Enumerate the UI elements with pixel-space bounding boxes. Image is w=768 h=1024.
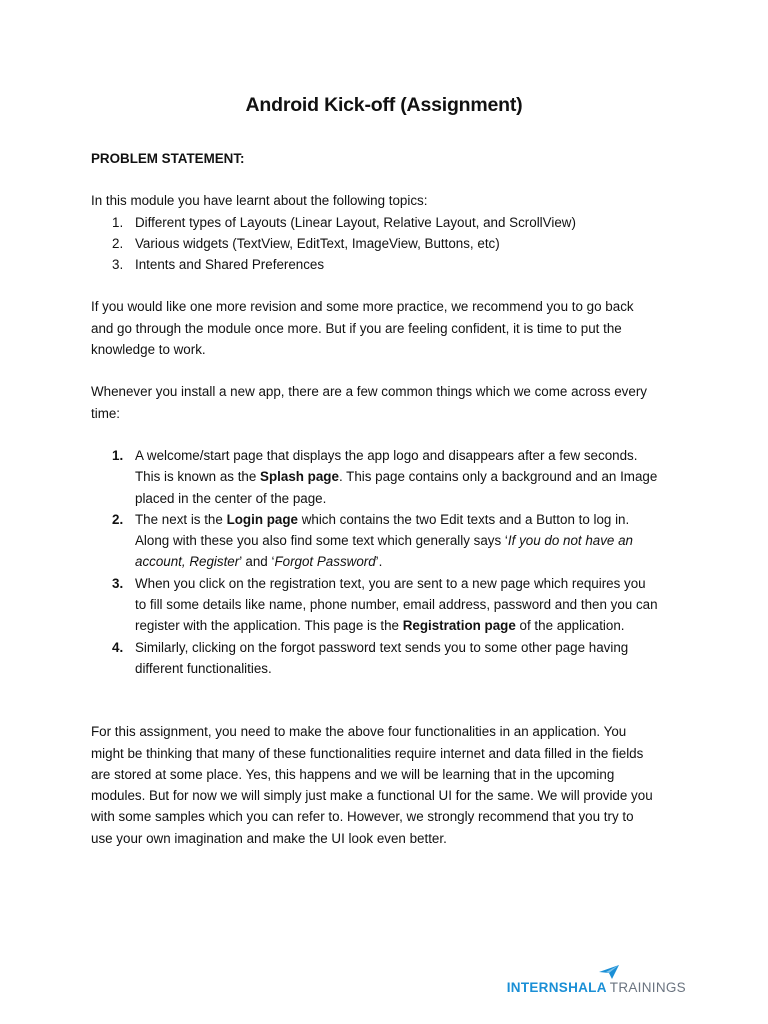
brand-name: INTERNSHALA bbox=[506, 980, 607, 995]
paragraph-line: knowledge to work. bbox=[91, 342, 206, 358]
revision-paragraph bbox=[91, 296, 681, 360]
list-number: 3. bbox=[112, 257, 124, 273]
paragraph-line: modules. But for now we will simply just make a functional UI for the same. We will provide you bbox=[91, 788, 653, 804]
paragraph-line: The next is the bbox=[135, 511, 227, 527]
paragraph-line: might be thinking that many of these functionalities require internet and data filled in the fields bbox=[91, 745, 644, 761]
paragraph-line: Similarly, clicking on the forgot password text sends you to some other page having bbox=[135, 639, 629, 655]
paragraph-line: which contains the two Edit texts and a Button to log in. bbox=[297, 511, 630, 527]
list-item-text: Different types of Layouts (Linear Layout, Relative Layout, and ScrollView) bbox=[135, 214, 576, 230]
paragraph-line: placed in the center of the page. bbox=[135, 490, 327, 506]
paragraph-line: When you click on the registration text, you are sent to a new page which requires you bbox=[135, 575, 646, 591]
brand-wordmark bbox=[507, 980, 686, 995]
problem-statement-heading: PROBLEM STATEMENT: bbox=[91, 151, 245, 166]
list-number: 1. bbox=[112, 214, 124, 230]
list-number: 3. bbox=[112, 575, 124, 591]
splash-page-term: Splash page bbox=[260, 469, 339, 485]
document-body bbox=[91, 148, 681, 849]
paragraph-line: Whenever you install a new app, there are a few common things which we come across every bbox=[91, 384, 647, 400]
paragraph-line: ’. bbox=[375, 554, 383, 570]
paragraph-line: and go through the module once more. But if you are feeling confident, it is time to put the bbox=[91, 320, 622, 336]
paragraph-line: to fill some details like name, phone number, email address, password and then you can bbox=[135, 597, 658, 613]
document-title: Android Kick-off (Assignment) bbox=[245, 94, 523, 116]
list-item bbox=[91, 509, 681, 573]
paragraph-line: with some samples which you can refer to. However, we strongly recommend that you try to bbox=[91, 809, 634, 825]
list-item-text: Various widgets (TextView, EditText, ImageView, Buttons, etc) bbox=[135, 235, 500, 251]
intro-paragraph: In this module you have learnt about the following topics: bbox=[91, 193, 428, 209]
topics-list bbox=[91, 212, 681, 276]
forgot-password-quote: Forgot Password bbox=[274, 554, 376, 570]
paragraph-line: If you would like one more revision and some more practice, we recommend you to go back bbox=[91, 299, 634, 315]
paragraph-line: use your own imagination and make the UI look even better. bbox=[91, 830, 447, 846]
install-paragraph bbox=[91, 381, 681, 424]
brand-suffix: TRAININGS bbox=[609, 980, 686, 995]
register-quote: account, Register bbox=[135, 554, 240, 570]
paragraph-line: register with the application. This page is the bbox=[135, 618, 403, 634]
paragraph-line: of the application. bbox=[515, 618, 625, 634]
registration-page-term: Registration page bbox=[402, 618, 516, 634]
register-quote: If you do not have an bbox=[507, 533, 633, 549]
paragraph-line: Along with these you also find some text which generally says ‘ bbox=[135, 533, 508, 549]
paragraph-line: . This page contains only a background and an Image bbox=[338, 469, 658, 485]
list-item-text: Intents and Shared Preferences bbox=[135, 257, 325, 273]
paragraph-line: A welcome/start page that displays the app logo and disappears after a few seconds. bbox=[135, 447, 638, 463]
paragraph-line: are stored at some place. Yes, this happens and we will be learning that in the upcoming bbox=[91, 766, 615, 782]
list-item bbox=[91, 212, 681, 233]
list-number: 4. bbox=[112, 639, 124, 655]
list-item bbox=[91, 233, 681, 254]
paragraph-line: For this assignment, you need to make the above four functionalities in an application. You bbox=[91, 724, 627, 740]
login-page-term: Login page bbox=[226, 511, 298, 527]
paragraph-line: This is known as the bbox=[135, 469, 261, 485]
assignment-paragraph bbox=[91, 721, 681, 849]
list-number: 2. bbox=[112, 235, 124, 251]
list-item bbox=[91, 254, 681, 275]
paragraph-line: time: bbox=[91, 405, 121, 421]
list-item bbox=[91, 445, 681, 509]
internshala-logo bbox=[507, 964, 686, 995]
features-list bbox=[91, 445, 681, 679]
list-number: 1. bbox=[112, 447, 124, 463]
list-number: 2. bbox=[112, 511, 124, 527]
paragraph-line: ’ and ‘ bbox=[239, 554, 275, 570]
list-item bbox=[91, 637, 681, 680]
paper-plane-icon bbox=[598, 964, 620, 980]
paragraph-line: different functionalities. bbox=[135, 660, 272, 676]
list-item bbox=[91, 573, 681, 637]
